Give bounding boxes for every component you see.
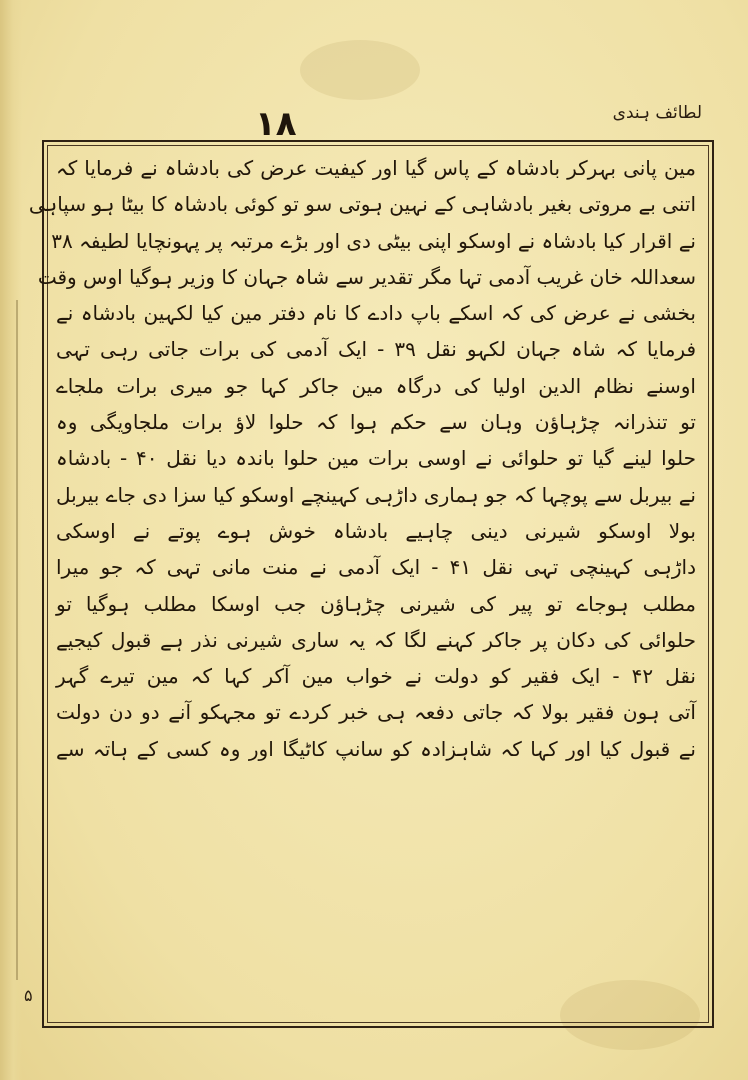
text-line: مطلب ہوجاے تو پیر کی شیرنی چڑہاؤن جب اوسکا مطلب ہوگیا تو — [56, 591, 696, 616]
text-line: بولا اوسکو شیرنی دینی چاہیے بادشاہ خوش ہوے پوتے نے اوسکی — [56, 518, 696, 543]
running-title: لطائف ہندی — [612, 103, 702, 123]
text-line: نقل ۴۲ - ایک فقیر کو دولت نے خواب مین آکر کہا کہ مین تیرے گہر — [56, 664, 696, 689]
text-line: حلوا لینے گیا تو حلوائی نے اوسی برات مین حلوا باندہ دیا نقل ۴۰ - بادشاہ — [56, 446, 696, 471]
text-line: نے بیربل سے پوچہا کہ جو ہماری داڑہی کہینچے اوسکو کیا سزا دی جاے بیربل — [56, 482, 696, 507]
text-line: حلوائی کی دکان پر جاکر کہنے لگا کہ یہ ساری شیرنی نذر ہے قبول کیجیے — [56, 627, 696, 652]
text-line: اتنی بے مروتی بغیر بادشاہی کے نہین ہوتی سو تو کوئی بادشاہ کا بیٹا ہو سپاہی — [28, 192, 696, 217]
text-line: فرمایا کہ شاہ جہان لکہو نقل ۳۹ - ایک آدمی کی برات جاتی رہی تہی — [56, 337, 696, 362]
text-line: بخشی نے عرض کی کہ اسکے باپ دادے کا نام دفتر مین کیا لکہین بادشاہ نے — [56, 301, 696, 326]
page-fold-line — [16, 300, 18, 980]
page-binding-edge — [0, 0, 22, 1080]
text-block — [28, 150, 696, 1022]
text-line: نے اقرار کیا بادشاہ نے اوسکو اپنی بیٹی دی اور بڑے مرتبہ پر پہونچایا لطیفہ ۳۸ — [51, 228, 696, 253]
text-line: نے قبول کیا اور کہا کہ شاہزادہ کو سانپ کاٹیگا اور وہ کسی کے ہاتہ سے — [56, 736, 696, 761]
page-number: ۱۸ — [255, 104, 297, 144]
text-line: تو تنذرانہ چڑہاؤن وہان سے حکم ہوا کہ حلوا لاؤ برات ملجاویگی وہ — [56, 410, 696, 435]
text-line: مین پانی بہرکر بادشاہ کے پاس گیا اور کیفیت عرض کی بادشاہ نے فرمایا کہ — [56, 156, 696, 180]
text-line: سعداللہ خان غریب آدمی تہا مگر تقدیر سے شاہ جہان کا وزیر ہوگیا اوس وقت — [37, 264, 696, 289]
text-line: داڑہی کہینچی تہی نقل ۴۱ - ایک آدمی نے منت مانی تہی کہ جو میرا — [56, 555, 696, 580]
text-line: اوسنے نظام الدین اولیا کی درگاہ مین جاکر کہا جو میری برات ملجاے — [56, 373, 696, 398]
text-line: آتی ہون فقیر بولا کہ جاتی دفعہ ہی خبر کردے تو مجہکو آنے دو دن دولت — [56, 700, 696, 725]
paper-stain — [300, 40, 420, 100]
margin-mark: ۵ — [24, 986, 33, 1005]
